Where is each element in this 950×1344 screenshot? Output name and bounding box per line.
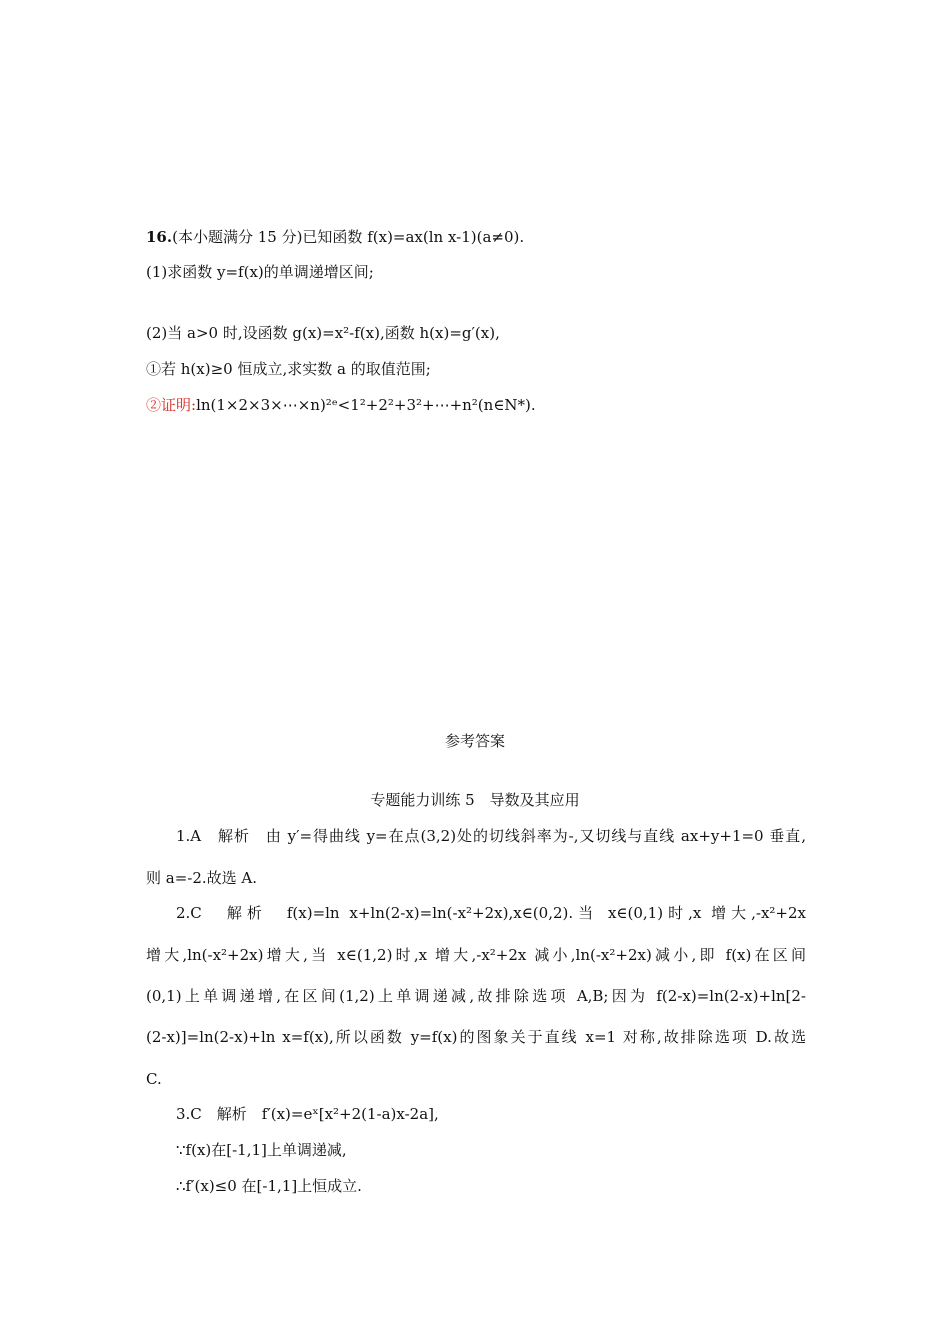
answer-2-line-2: 增大,ln(-x²+2x)增大,当 x∈(1,2)时,x 增大,-x²+2x 减小,ln(-x²+2x)减小,即 f(x)在区间 (146, 946, 806, 964)
problem-number: 16. (146, 228, 173, 246)
answers-heading: 参考答案 (444, 732, 505, 750)
problem-16-part-2-2 (146, 395, 536, 415)
problem-16-part-2: (2)当 a>0 时,设函数 g(x)=x²-f(x),函数 h(x)=g′(x), (146, 324, 500, 342)
answer-2-line-5: C. (146, 1070, 162, 1088)
answer-1-line-2: 则 a=-2.故选 A. (146, 869, 258, 887)
proof-label: 证明: (161, 396, 197, 414)
problem-16-part-1: (1)求函数 y=f(x)的单调递增区间; (146, 263, 374, 281)
answer-2-line-4: (2-x)]=ln(2-x)+ln x=f(x),所以函数 y=f(x)的图象关于直线 x=1 对称,故排除选项 D.故选 (146, 1028, 806, 1046)
answer-2-line-3: (0,1)上单调递增,在区间(1,2)上单调递减,故排除选项 A,B;因为 f(2-x)=ln(2-x)+ln[2- (146, 987, 806, 1005)
circled-number: ② (146, 396, 162, 414)
problem-16-text: (本小题满分 15 分)已知函数 f(x)=ax(ln x-1)(a≠0). (172, 228, 525, 246)
problem-16-part-2-1: ①若 h(x)≥0 恒成立,求实数 a 的取值范围; (146, 360, 431, 378)
problem-16-stem (146, 227, 524, 247)
answer-3-line-2: ∵f(x)在[-1,1]上单调递减, (176, 1141, 347, 1159)
answer-2-line-1: 2.C 解析 f(x)=ln x+ln(2-x)=ln(-x²+2x),x∈(0,2).当 x∈(0,1)时,x 增大,-x²+2x (176, 904, 806, 922)
answers-subheading: 专题能力训练 5 导数及其应用 (370, 791, 580, 809)
proof-statement: ln(1×2×3×⋯×n)²ᵉ<1²+2²+3²+⋯+n²(n∈N*). (196, 396, 536, 414)
answer-3-line-3: ∴f′(x)≤0 在[-1,1]上恒成立. (176, 1177, 362, 1195)
answer-1-line-1: 1.A 解析 由 y′=得曲线 y=在点(3,2)处的切线斜率为-,又切线与直线 ax+y+1=0 垂直, (176, 827, 806, 845)
answer-3-line-1: 3.C 解析 f′(x)=eˣ[x²+2(1-a)x-2a], (176, 1105, 439, 1123)
